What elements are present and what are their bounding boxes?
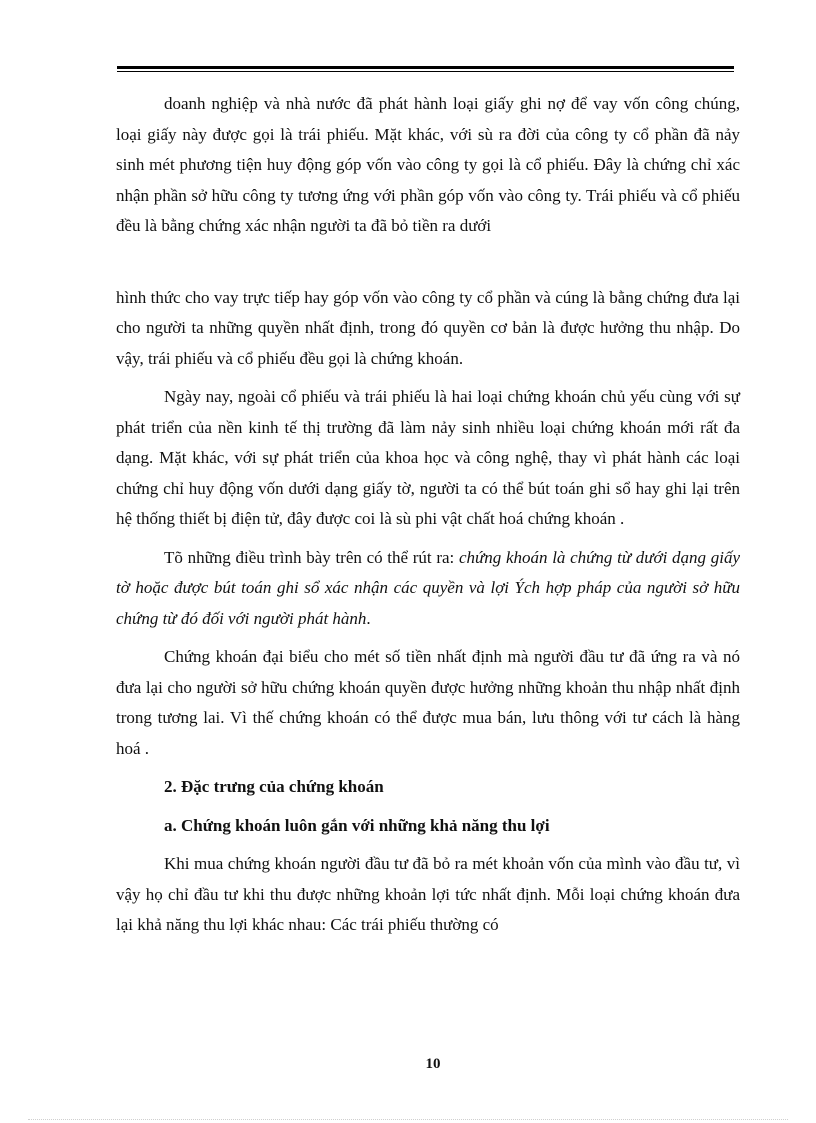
- section-heading: 2. Đặc trưng của chứng khoán: [164, 777, 384, 796]
- header-rule-thin: [117, 71, 734, 72]
- paragraph-5: Chứng khoán đại biểu cho mét số tiền nhất định mà người đầu tư đã ứng ra và nó đưa lại cho người sở hữu chứng khoán quyền được hưởng những khoản thu nhập nhất định trong tương lai. Vì thế chứng khoán có thể được mua bán, lưu thông với tư cách là hàng hoá .: [116, 647, 740, 758]
- paragraph-4-lead: Tõ những điều trình bày trên có thể rút ra:: [164, 547, 459, 567]
- paragraph-3: Ngày nay, ngoài cổ phiếu và trái phiếu là hai loại chứng khoán chủ yếu cùng với sự phát triển của nền kinh tế thị trường đã làm nảy sinh nhiều loại chứng khoán mới rất đa dạng. Mặt khác, với sự phát triển của khoa học và công nghệ, thay vì phát hành các loại chứng chỉ huy động vốn dưới dạng giấy tờ, người ta có thể bút toán ghi sổ hay ghi lại trên hệ thống thiết bị điện tử, đây được coi là sù phi vật chất hoá chứng khoán .: [116, 387, 740, 528]
- document-body: [116, 89, 740, 941]
- subsection-heading: a. Chứng khoán luôn gắn với những khả năng thu lợi: [164, 815, 550, 835]
- paragraph-4: [116, 543, 740, 635]
- page-number: 10: [425, 1056, 441, 1072]
- paragraph-2: hình thức cho vay trực tiếp hay góp vốn vào công ty cổ phần và cúng là bằng chứng đưa lại cho người ta những quyền nhất định, trong đó quyền cơ bản là được hưởng thu nhập. Do vậy, trái phiếu và cổ phiếu đều gọi là chứng khoán.: [116, 287, 740, 368]
- paragraph-6: Khi mua chứng khoán người đầu tư đã bỏ ra mét khoản vốn của mình vào đầu tư, vì vậy họ chỉ đầu tư khi thu được những khoản lợi tức nhất định. Mỗi loại chứng khoán đưa lại khả năng thu lợi khác nhau: Các trái phiếu thường có: [116, 854, 740, 934]
- paragraph-1: doanh nghiệp và nhà nước đã phát hành loại giấy ghi nợ để vay vốn công chúng, loại giấy này được gọi là trái phiếu. Mặt khác, với sù ra đời của công ty cổ phần đã nảy sinh mét phương tiện huy động góp vốn vào công ty gọi là cổ phiếu. Đây là chứng chỉ xác nhận phần sở hữu công ty tương ứng với phần góp vốn vào công ty. Trái phiếu và cổ phiếu đều là bằng chứng xác nhận người ta đã bỏ tiền ra dưới: [116, 94, 740, 235]
- page-bottom-border: [28, 1119, 788, 1120]
- section-gap: [116, 242, 740, 283]
- definition-italic: chứng khoán là chứng từ dưới dạng giấy tờ hoặc được bút toán ghi sổ xác nhận các quyền và lợi Ých hợp pháp của người sở hữu chứng từ đó đối với người phát hành: [116, 547, 740, 628]
- header-rule-thick: [117, 66, 734, 69]
- paragraph-4-tail: .: [366, 608, 371, 628]
